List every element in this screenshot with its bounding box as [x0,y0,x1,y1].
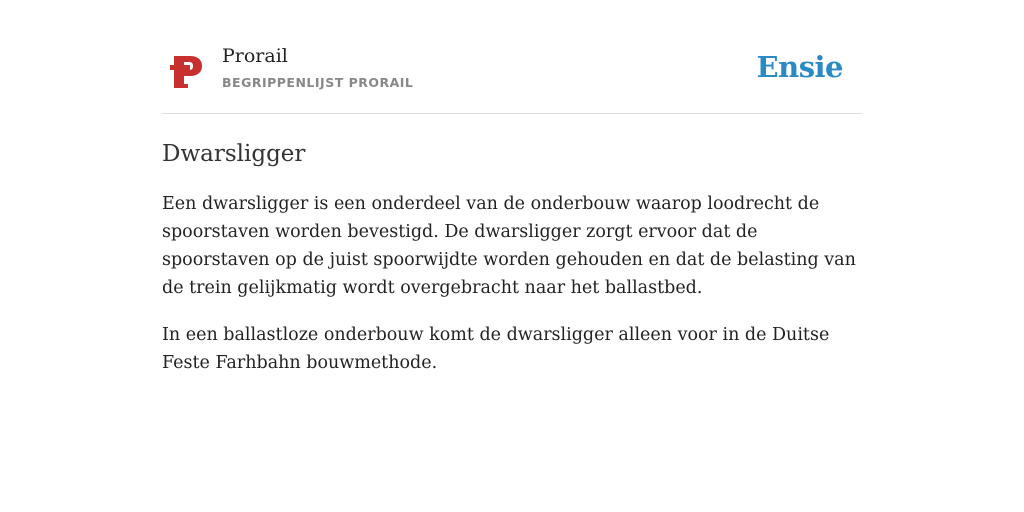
ensie-home-link[interactable]: Ensie [756,50,843,84]
prorail-p-logo-icon [170,54,204,90]
header [162,0,862,114]
description-paragraph-2: In een ballastloze onderbouw komt de dwarsligger alleen voor in de Duitse Feste Farhbahn bouwmethode. [162,325,830,373]
prorail-logo-icon[interactable] [170,54,204,90]
description-paragraph-1: Een dwarsligger is een onderdeel van de onderbouw waarop loodrecht de spoorstaven worden bevestigd. De dwarsligger zorgt ervoor dat de spoorstaven op de juist spoorwijdte worden gehouden en dat de belasting van de trein gelijkmatig wordt overgebracht naar het ballastbed. [162,194,856,298]
page-container [162,0,862,377]
brand-name[interactable]: Prorail [222,45,288,67]
term-title: Dwarsligger [162,141,306,167]
brand-subtitle[interactable]: BEGRIPPENLIJST PRORAIL [222,75,414,90]
term-description [162,190,862,377]
